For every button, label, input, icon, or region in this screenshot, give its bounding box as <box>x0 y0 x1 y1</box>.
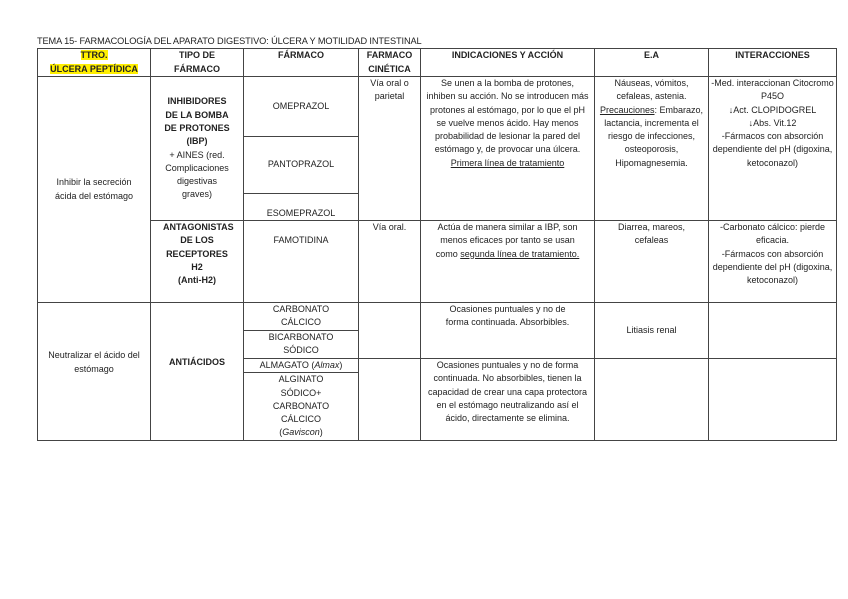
header-interacciones: INTERACCIONES <box>709 49 837 77</box>
indicaciones-absorbibles: Ocasiones puntuales y no de forma continuada. Absorbibles. <box>421 303 595 359</box>
interacciones-absorbibles <box>709 303 837 359</box>
table-row <box>38 221 837 303</box>
table-row <box>38 303 837 331</box>
header-farmaco: FÁRMACO <box>244 49 359 77</box>
interacciones-ibp: -Med. interaccionan Citocromo P45O ↓Act. CLOPIDOGREL ↓Abs. Vit.12 -Fármacos con absorción dependiente del pH (digoxina, ketoconazol) <box>709 77 837 221</box>
tipo-antiacidos: ANTIÁCIDOS <box>151 303 244 441</box>
ea-absorbibles: Litiasis renal <box>595 303 709 359</box>
ea-no-absorbibles <box>595 359 709 441</box>
farmaco-almagato: ALMAGATO (Almax) <box>244 359 359 373</box>
farmaco-carbonato: CARBONATO CÁLCICO <box>244 303 359 331</box>
farmaco-bicarbonato: BICARBONATO SÓDICO <box>244 331 359 359</box>
indicaciones-ibp: Se unen a la bomba de protones, inhiben su acción. No se introducen más protones al estómago, por lo que el pH se vuelve menos ácido. Hay menos probabilidad de lesionar la pared del estómago y, de provocar una úlcera. Primera línea de tratamiento <box>421 77 595 221</box>
ea-ibp: Náuseas, vómitos, cefaleas, astenia. Precauciones: Embarazo, lactancia, incrementa el riesgo de infecciones, osteoporosis, Hipomagnesemia. <box>595 77 709 221</box>
interacciones-h2: -Carbonato cálcico: pierde eficacia. -Fármacos con absorción dependiente del pH (digoxina, ketoconazol) <box>709 221 837 303</box>
cinetica-h2: Vía oral. <box>359 221 421 303</box>
header-ea: E.A <box>595 49 709 77</box>
tipo-anti-h2: ANTAGONISTAS DE LOS RECEPTORES H2 (Anti-H2) <box>151 221 244 303</box>
header-ttro: TTRO. ÚLCERA PEPTÍDICA <box>38 49 151 77</box>
table-row <box>38 77 837 137</box>
header-cinetica: FARMACO CINÉTICA <box>359 49 421 77</box>
tipo-ibp: INHIBIDORES DE LA BOMBA DE PROTONES (IBP) + AINES (red. Complicaciones digestivas graves) <box>151 77 244 221</box>
farmaco-famotidina: FAMOTIDINA <box>244 221 359 303</box>
header-indicaciones: INDICACIONES Y ACCIÓN <box>421 49 595 77</box>
ea-h2: Diarrea, mareos, cefaleas <box>595 221 709 303</box>
pharmacology-table <box>37 48 837 441</box>
interacciones-no-absorbibles <box>709 359 837 441</box>
cinetica-absorbibles <box>359 303 421 359</box>
farmaco-omeprazol: OMEPRAZOL <box>244 77 359 137</box>
indicaciones-h2: Actúa de manera similar a IBP, son menos eficaces por tanto se usan como segunda línea de tratamiento. <box>421 221 595 303</box>
ttro-neutralizar: Neutralizar el ácido del estómago <box>38 303 151 441</box>
farmaco-pantoprazol: PANTOPRAZOL <box>244 137 359 194</box>
farmaco-esomeprazol: ESOMEPRAZOL <box>244 194 359 221</box>
indicaciones-no-absorbibles: Ocasiones puntuales y no de forma continuada. No absorbibles, tienen la capacidad de crear una capa protectora en el estómago neutralizando así el ácido, directamente se elimina. <box>421 359 595 441</box>
header-tipo: TIPO DE FÁRMACO <box>151 49 244 77</box>
ttro-inhibir: Inhibir la secreción ácida del estómago <box>38 77 151 303</box>
farmaco-alginato: ALGINATO SÓDICO+ CARBONATO CÁLCICO (Gaviscon) <box>244 373 359 441</box>
cinetica-no-absorbibles <box>359 359 421 441</box>
header-row <box>38 49 837 77</box>
cinetica-ibp: Vía oral o parietal <box>359 77 421 221</box>
document-title: TEMA 15- FARMACOLOGÍA DEL APARATO DIGESTIVO: ÚLCERA Y MOTILIDAD INTESTINAL <box>37 36 422 46</box>
